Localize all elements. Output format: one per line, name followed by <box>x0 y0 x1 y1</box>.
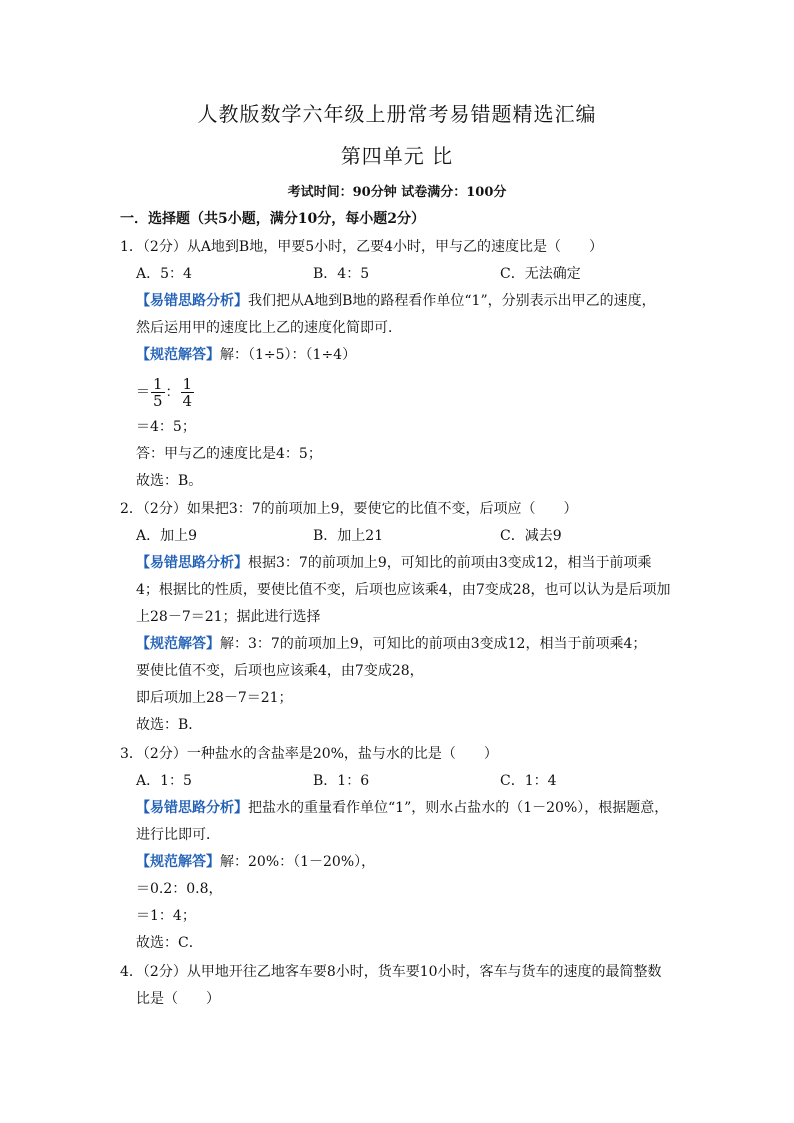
q1-answer-head: 解：（1÷5）：（1÷4） <box>220 347 357 363</box>
fraction-numerator: 1 <box>153 375 163 393</box>
q2-analysis-line-3: 上28－7＝21；据此进行选择 <box>136 609 321 625</box>
q3-choice: 故选：C． <box>136 935 203 951</box>
q1-option-c: C．无法确定 <box>500 266 581 282</box>
q1-step: 答：甲与乙的速度比是4：5； <box>136 446 322 462</box>
q1-stem: 1．（2分）从A地到B地，甲要5小时，乙要4小时，甲与乙的速度比是（ ） <box>120 239 604 255</box>
q2-step: 即后项加上28－7＝21； <box>136 690 293 706</box>
q3-option-a: A．1：5 <box>136 773 192 789</box>
q2-answer-text: 解：3：7的前项加上9，可知比的前项由3变成12，相当于前项乘4； <box>220 636 647 652</box>
fraction-denominator: 4 <box>182 392 193 410</box>
q3-answer-text: 解：20%：（1－20%）， <box>220 854 376 870</box>
q2-analysis-text: 根据3：7的前项加上9，可知比的前项由3变成12，相当于前项乘 <box>248 555 652 571</box>
q4-stem-line-2: 比是（ ） <box>136 991 220 1007</box>
q2-answer-line <box>136 635 646 653</box>
analysis-tag: 【易错思路分析】 <box>136 293 248 309</box>
document-title: 人教版数学六年级上册常考易错题精选汇编 <box>197 102 597 126</box>
q1-option-b: B．4：5 <box>313 266 370 282</box>
ratio-colon: ： <box>165 384 180 401</box>
q1-option-a: A．5：4 <box>136 266 192 282</box>
q3-step: ＝1：4； <box>136 908 196 924</box>
unit-subtitle: 第四单元 比 <box>340 144 454 168</box>
answer-tag: 【规范解答】 <box>136 347 220 363</box>
fraction-one-fourth <box>181 376 195 409</box>
q2-option-c: C．减去9 <box>500 528 562 544</box>
q1-choice: 故选：B。 <box>136 473 203 489</box>
answer-tag: 【规范解答】 <box>136 636 220 652</box>
q3-stem: 3．（2分）一种盐水的含盐率是20%，盐与水的比是（ ） <box>120 746 498 762</box>
answer-tag: 【规范解答】 <box>136 854 220 870</box>
fraction-denominator: 5 <box>153 392 163 410</box>
q3-analysis-text: 把盐水的重量看作单位“1”，则水占盐水的（1－20%），根据题意， <box>248 800 669 816</box>
q3-analysis-line-2: 进行比即可． <box>136 827 220 843</box>
analysis-tag: 【易错思路分析】 <box>136 555 248 571</box>
q1-analysis-line-2: 然后运用甲的速度比上乙的速度化简即可． <box>136 320 402 336</box>
q1-answer-line <box>136 346 356 364</box>
q2-choice: 故选：B． <box>136 717 203 733</box>
analysis-tag: 【易错思路分析】 <box>136 800 248 816</box>
q2-option-a: A．加上9 <box>136 528 198 544</box>
q2-analysis-line-2: 4；根据比的性质，要使比值不变，后项也应该乘4，由7变成28，也可以认为是后项加 <box>136 582 671 598</box>
equals-sign: ＝ <box>136 384 150 401</box>
fraction-one-fifth <box>151 376 165 409</box>
q3-option-c: C．1：4 <box>500 773 557 789</box>
q1-fraction-step <box>136 376 195 409</box>
q1-step: ＝4：5； <box>136 419 196 435</box>
q4-stem: 4．（2分）从甲地开往乙地客车要8小时，货车要10小时，客车与货车的速度的最简整数 <box>120 964 662 980</box>
q2-step: 要使比值不变，后项也应该乘4，由7变成28， <box>136 663 424 679</box>
q3-option-b: B．1：6 <box>313 773 370 789</box>
q2-stem: 2．（2分）如果把3：7的前项加上9，要使它的比值不变，后项应（ ） <box>120 501 578 517</box>
q3-answer-line <box>136 853 375 871</box>
q1-analysis-line <box>136 292 656 310</box>
q2-analysis-line <box>136 554 651 572</box>
fraction-numerator: 1 <box>182 375 193 393</box>
q1-analysis-text: 我们把从A地到B地的路程看作单位“1”，分别表示出甲乙的速度， <box>248 293 656 309</box>
section-heading: 一．选择题（共5小题，满分10分，每小题2分） <box>120 211 425 227</box>
q3-step: ＝0.2：0.8， <box>136 881 223 897</box>
q2-option-b: B．加上21 <box>313 528 384 544</box>
q3-analysis-line <box>136 799 668 817</box>
exam-meta: 考试时间：90分钟 试卷满分：100分 <box>287 185 507 200</box>
